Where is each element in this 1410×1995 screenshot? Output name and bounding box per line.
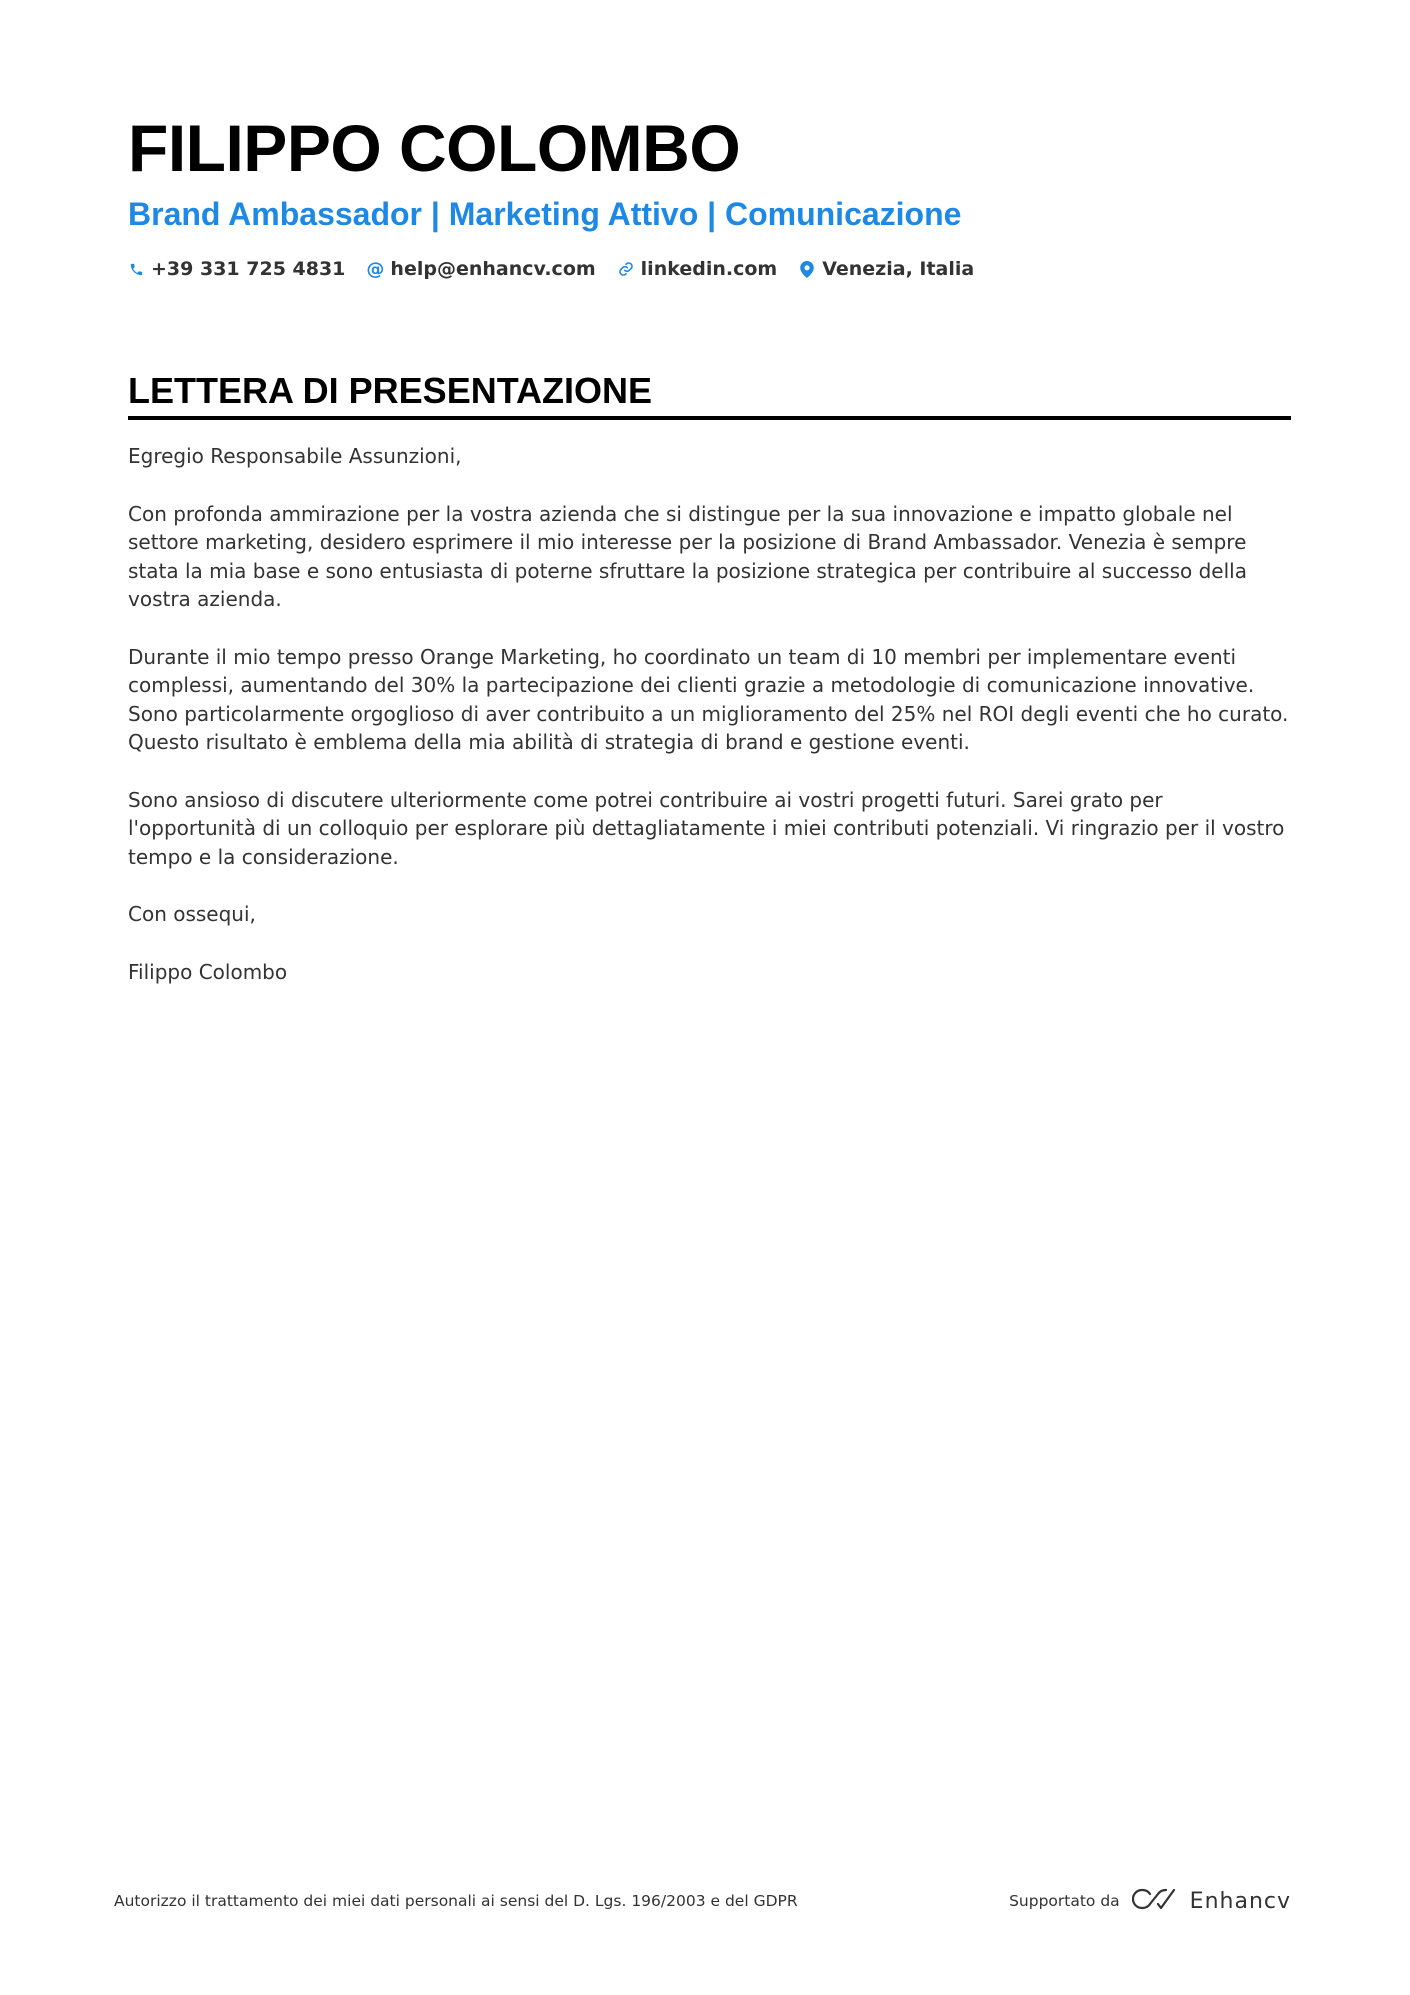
letter-closing: Con ossequi,	[128, 902, 256, 926]
map-pin-icon	[799, 261, 815, 277]
location-text: Venezia, Italia	[822, 258, 975, 280]
contact-phone[interactable]	[128, 258, 345, 280]
at-sign-icon: @	[366, 258, 385, 280]
letter-paragraph: Con profonda ammirazione per la vostra azienda che si distingue per la sua innovazione e impatto globale nel settore marketing, desidero esprimere il mio interesse per la posizione di Brand Ambassador. Venezia è sempre stata la mia base e sono entusiasta di poterne sfruttare la posizione strategica per contribuire al successo della vostra azienda.	[128, 501, 1247, 611]
enhancv-logo-icon	[1132, 1886, 1178, 1916]
linkedin-text: linkedin.com	[640, 258, 778, 280]
letter-body	[128, 442, 1291, 986]
letter-paragraph: Sono ansioso di discutere ulteriormente come potrei contribuire ai vostri progetti futuri. Sarei grato per l'opportunità di un colloquio per esplorare più dettagliatamente i miei contributi potenziali. Vi ringrazio per il vostro tempo e la considerazione.	[128, 787, 1285, 869]
contact-linkedin[interactable]	[618, 258, 778, 280]
letter-signature: Filippo Colombo	[128, 959, 288, 984]
contact-location	[799, 258, 974, 280]
page-footer	[114, 1886, 1291, 1916]
link-icon	[618, 261, 634, 277]
letter-greeting: Egregio Responsabile Assunzioni,	[128, 444, 462, 468]
privacy-consent: Autorizzo il trattamento dei miei dati personali ai sensi del D. Lgs. 196/2003 e del GDPR	[114, 1892, 798, 1910]
brand-name: Enhancv	[1189, 1888, 1291, 1914]
phone-text: +39 331 725 4831	[151, 258, 346, 280]
contact-email[interactable]	[367, 258, 595, 280]
phone-icon	[128, 261, 144, 277]
email-text: help@enhancv.com	[390, 258, 596, 280]
candidate-headline: Brand Ambassador | Marketing Attivo | Comunicazione	[128, 196, 962, 232]
contact-bar	[128, 258, 1291, 280]
section-title: LETTERA DI PRESENTAZIONE	[128, 370, 1291, 420]
cover-letter-page	[128, 110, 1291, 1015]
powered-by-label: Supportato da	[1009, 1892, 1120, 1910]
letter-paragraph: Durante il mio tempo presso Orange Marketing, ho coordinato un team di 10 membri per implementare eventi complessi, aumentando del 30% la partecipazione dei clienti grazie a metodologie di comunicazione innovative. Sono particolarmente orgoglioso di aver contribuito a un miglioramento del 25% nel ROI degli eventi che ho curato. Questo risultato è emblema della mia abilità di strategia di brand e gestione eventi.	[128, 644, 1289, 754]
candidate-name: FILIPPO COLOMBO	[128, 111, 741, 185]
powered-by[interactable]	[1009, 1886, 1291, 1916]
